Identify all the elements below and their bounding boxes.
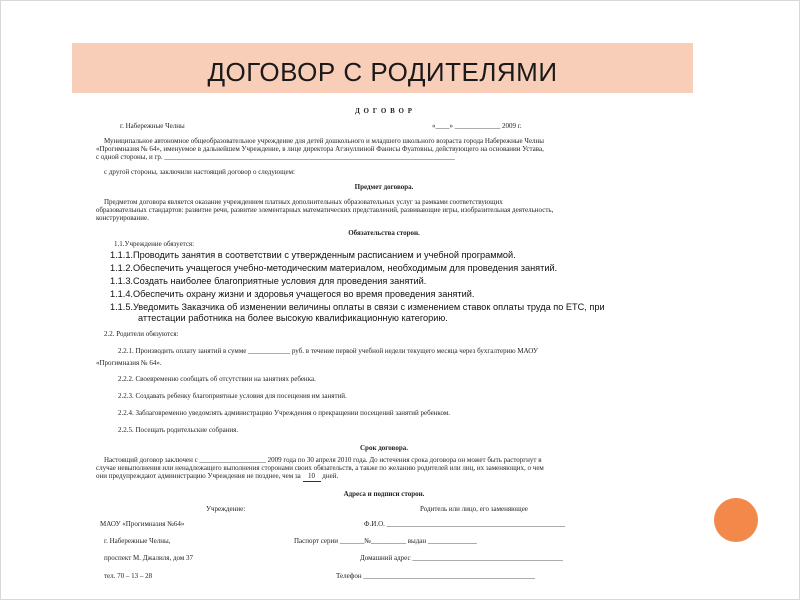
intro-line-1: Муниципальное автономное общеобразовательное учреждение для детей дошкольного и младшего школьного возраста города Набережные Челны	[104, 137, 544, 145]
term-notice-days: 10	[303, 472, 321, 482]
term-line-3-start: они предупреждают администрацию Учреждения не позднее, чем за	[96, 472, 301, 480]
parent-column-heading: Родитель или лицо, его заменяющее	[420, 505, 528, 513]
title-bar	[72, 43, 693, 93]
parent-obligation-1b: «Прогимназия № 64».	[96, 359, 162, 367]
intro-line-2: «Прогимназия № 64», именуемое в дальнейшем Учреждение, в лице директора Агзнуллиной Фанисы Фуатовны, действующего на основании Устава,	[96, 145, 544, 153]
contract-date: «____» _____________ 2009 г.	[432, 122, 522, 130]
obligation-item: 1.1.5.Уведомить Заказчика об изменении величины оплаты в связи с изменением ставок оплаты труда по ЕТС, при	[110, 302, 605, 312]
intro-line-4: с другой стороны, заключили настоящий договор о следующем:	[104, 168, 295, 176]
institution-city: г. Набережные Челны,	[104, 537, 171, 545]
intro-line-3: с одной стороны, и гр. ___________________________________________________________________________________	[96, 153, 455, 161]
section-addresses-title: Адреса и подписи сторон.	[343, 490, 425, 498]
institution-phone: тел. 70 – 13 – 28	[104, 572, 153, 580]
parent-phone-field: Телефон _________________________________________________	[336, 572, 535, 580]
obligation-item: аттестации работника на более высокую квалификационную категорию.	[138, 313, 448, 323]
institution-column-heading: Учреждение:	[206, 505, 246, 513]
slide-title: ДОГОВОР С РОДИТЕЛЯМИ	[207, 57, 558, 87]
parent-obligation-3: 2.2.3. Создавать ребенку благоприятные условия для посещения им занятий.	[118, 392, 347, 400]
institution-address: проспект М. Джалиля, дом 37	[104, 554, 194, 562]
subject-line-3: конструирование.	[96, 214, 149, 222]
term-line-1: Настоящий договор заключен с ___________________ 2009 года по 30 апреля 2010 года. До истечения срока договора он может быть расторгнут в	[104, 456, 542, 464]
institution-name: МАОУ «Прогимназия №64»	[100, 520, 185, 528]
parent-obligation-5: 2.2.5. Посещать родительские собрания.	[118, 426, 239, 434]
section-subject-title: Предмет договора.	[354, 183, 414, 191]
parent-name-field: Ф.И.О. ___________________________________________________	[364, 520, 566, 528]
contract-city: г. Набережные Челны	[120, 122, 185, 130]
obligation-item: 1.1.2.Обеспечить учащегося учебно-методическим материалом, необходимым для проведения занятий.	[110, 263, 558, 273]
section-obligations-title: Обязательства сторон.	[348, 229, 420, 237]
obligation-item: 1.1.1.Проводить занятия в соответствии с утвержденным расписанием и учебной программой.	[110, 250, 516, 260]
parent-passport-field: Паспорт серии _______№__________ выдан ______________	[294, 537, 477, 545]
section-term-title: Срок договора.	[360, 444, 408, 452]
subject-line-1: Предметом договора является оказание учреждением платных дополнительных образовательных услуг за рамками соответствующих	[104, 198, 503, 206]
obligation-item: 1.1.4.Обеспечить охрану жизни и здоровья учащегося во время проведения занятий.	[110, 289, 475, 299]
institution-obligations-heading: 1.1.Учреждение обязуется:	[114, 240, 195, 248]
subject-line-2: образовательных стандартов: развитие речи, развитие элементарных математических представлений, развивающие игры, изобразительная деятельность,	[96, 206, 554, 214]
contract-heading: Д О Г О В О Р	[354, 107, 414, 115]
parent-obligations-heading: 2.2. Родители обязуются:	[104, 330, 179, 338]
term-line-3	[96, 472, 338, 482]
parent-obligation-1a: 2.2.1. Производить оплату занятий в сумме ____________ руб. в течение первой учебной недели текущего месяца через бухгалтерию МАОУ	[118, 347, 538, 355]
term-line-2: случае невыполнения или ненадлежащего выполнения сторонами своих обязательств, а также по желанию родителей или лиц, их заменяющих, о чем	[96, 464, 544, 472]
decorative-circle	[714, 498, 758, 542]
parent-address-field: Домашний адрес ___________________________________________	[360, 554, 563, 562]
parent-obligation-2: 2.2.2. Своевременно сообщать об отсутствии на занятиях ребенка.	[118, 375, 316, 383]
term-line-3-end: дней.	[322, 472, 339, 480]
parent-obligation-4: 2.2.4. Заблаговременно уведомлять администрацию Учреждения о прекращении посещений занятий ребенком.	[118, 409, 451, 417]
obligation-item: 1.1.3.Создать наиболее благоприятные условия для проведения занятий.	[110, 276, 427, 286]
